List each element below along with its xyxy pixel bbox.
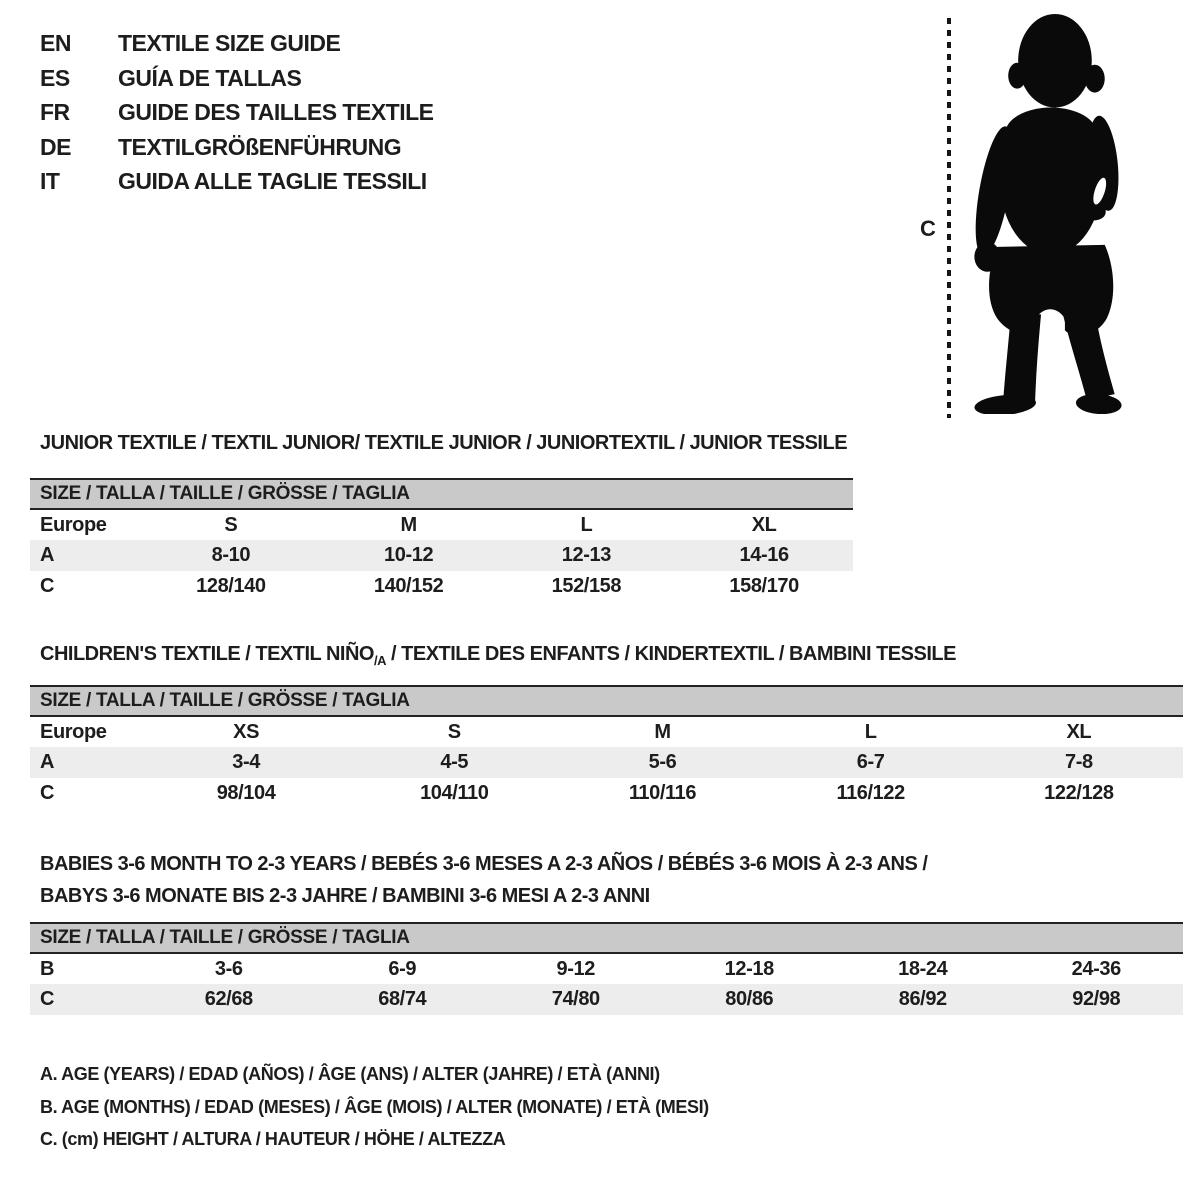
table-cell: 104/110 (420, 782, 489, 804)
table-cell: 5-6 (558, 747, 766, 778)
children-title-subscript: /A (373, 653, 386, 668)
table-row-months (30, 953, 1183, 984)
table-cell: XL (1066, 720, 1092, 743)
table-cell: 12-18 (724, 957, 774, 980)
table-cell: S (224, 513, 238, 536)
children-title-prefix: CHILDREN'S TEXTILE / TEXTIL NIÑO (40, 643, 374, 665)
table-cell: 116/122 (836, 782, 905, 804)
row-label: C (30, 984, 142, 1015)
table-cell: 9-12 (556, 957, 595, 980)
row-label: Europe (40, 720, 107, 743)
lang-title: GUIDA ALLE TAGLIE TESSILI (118, 168, 427, 194)
table-cell: 8-10 (142, 540, 320, 571)
table-cell: 7-8 (975, 747, 1183, 778)
table-row-height (30, 984, 1183, 1015)
table-row-height (30, 778, 1183, 809)
babies-title-line2: BABYS 3-6 MONATE BIS 2-3 JAHRE / BAMBINI 3-6 MESI A 2-3 ANNI (40, 885, 650, 907)
lang-title: TEXTILGRÖßENFÜHRUNG (118, 133, 402, 160)
lang-code: FR (40, 99, 70, 125)
table-cell: 10-12 (320, 540, 498, 571)
legend-note-c: C. (cm) HEIGHT / ALTURA / HAUTEUR / HÖHE / ALTEZZA (40, 1129, 506, 1149)
legend-notes (40, 1058, 709, 1156)
table-cell: XS (233, 720, 260, 743)
table-cell: 122/128 (1044, 782, 1114, 804)
table-cell: 158/170 (729, 575, 799, 597)
lang-title: TEXTILE SIZE GUIDE (118, 30, 341, 56)
babies-title-line1: BABIES 3-6 MONTH TO 2-3 YEARS / BEBÉS 3-6 MESES A 2-3 AÑOS / BÉBÉS 3-6 MOIS À 2-3 ANS / (40, 853, 928, 875)
lang-row-it (40, 164, 434, 199)
junior-size-table (30, 478, 853, 602)
size-header-row (30, 479, 853, 509)
lang-title: GUÍA DE TALLAS (118, 64, 302, 91)
row-label: C (40, 782, 55, 804)
baby-silhouette-image (962, 12, 1136, 414)
table-cell: 92/98 (1010, 984, 1184, 1015)
table-cell: 74/80 (489, 984, 663, 1015)
babies-section-title (40, 848, 927, 912)
table-cell: 86/92 (836, 984, 1010, 1015)
size-header-cell: SIZE / TALLA / TAILLE / GRÖSSE / TAGLIA (30, 686, 1183, 716)
table-cell: 152/158 (551, 575, 622, 597)
lang-code: IT (40, 168, 60, 194)
table-cell: L (864, 720, 877, 743)
lang-row-fr (40, 95, 434, 130)
table-cell: M (654, 720, 671, 743)
table-row-age (30, 747, 1183, 778)
babies-size-table (30, 922, 1183, 1015)
legend-note-a: A. AGE (YEARS) / EDAD (AÑOS) / ÂGE (ANS) / ALTER (JAHRE) / ETÀ (ANNI) (40, 1064, 660, 1084)
table-cell: 18-24 (898, 957, 948, 980)
junior-section-title: JUNIOR TEXTILE / TEXTIL JUNIOR/ TEXTILE JUNIOR / JUNIORTEXTIL / JUNIOR TESSILE (40, 432, 848, 454)
table-cell: 6-7 (767, 747, 975, 778)
table-cell: 128/140 (196, 575, 266, 597)
lang-row-es (40, 61, 434, 96)
table-cell: 110/116 (628, 782, 697, 804)
row-label: A (30, 540, 142, 571)
lang-row-de (40, 130, 434, 165)
height-measure-figure (918, 10, 1158, 422)
lang-code: DE (40, 133, 71, 160)
lang-code: EN (40, 30, 71, 56)
table-row-height (30, 571, 853, 602)
size-header-row (30, 686, 1183, 716)
lang-code: ES (40, 64, 70, 91)
table-row-age (30, 540, 853, 571)
table-cell: 4-5 (350, 747, 558, 778)
table-cell: L (580, 513, 593, 536)
table-cell: 68/74 (316, 984, 490, 1015)
table-cell: S (447, 720, 461, 743)
table-cell: 62/68 (142, 984, 316, 1015)
lang-title: GUIDE DES TAILLES TEXTILE (118, 99, 434, 125)
table-cell: 80/86 (663, 984, 837, 1015)
table-cell: XL (751, 513, 777, 536)
size-header-cell: SIZE / TALLA / TAILLE / GRÖSSE / TAGLIA (30, 923, 1183, 953)
table-cell: 140/152 (373, 575, 444, 597)
children-section-title (40, 643, 956, 668)
table-cell: 6-9 (388, 957, 417, 980)
children-title-suffix: / TEXTILE DES ENFANTS / KINDERTEXTIL / BAMBINI TESSILE (385, 643, 956, 665)
legend-note-b: B. AGE (MONTHS) / EDAD (MESES) / ÂGE (MOIS) / ALTER (MONATE) / ETÀ (MESI) (40, 1096, 709, 1117)
table-cell: 98/104 (216, 782, 276, 804)
language-title-list (40, 26, 434, 199)
height-dash-line (947, 18, 951, 418)
lang-row-en (40, 26, 434, 61)
row-label: Europe (40, 513, 107, 536)
table-cell: 3-4 (142, 747, 350, 778)
table-cell: 14-16 (675, 540, 853, 571)
size-header-row (30, 923, 1183, 953)
size-header-cell: SIZE / TALLA / TAILLE / GRÖSSE / TAGLIA (30, 479, 853, 509)
children-size-table (30, 685, 1183, 809)
row-label: A (30, 747, 142, 778)
row-label: B (40, 957, 55, 980)
table-cell: M (400, 513, 417, 536)
table-row-europe (30, 716, 1183, 747)
height-measure-label: C (920, 216, 936, 241)
table-cell: 3-6 (214, 957, 243, 980)
row-label: C (40, 575, 55, 597)
table-row-europe (30, 509, 853, 540)
table-cell: 12-13 (498, 540, 676, 571)
table-cell: 24-36 (1071, 957, 1121, 980)
